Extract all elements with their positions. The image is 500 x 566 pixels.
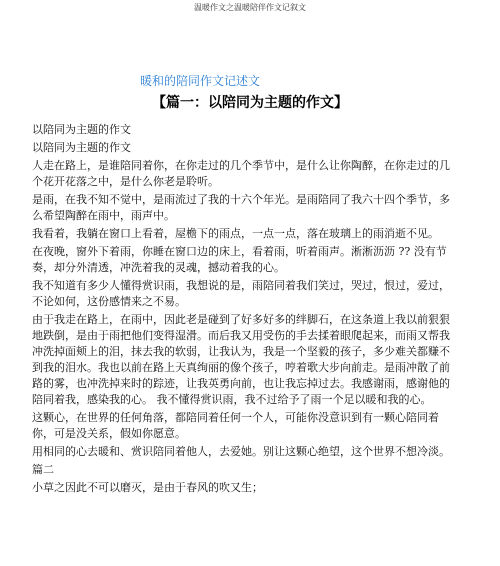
paragraph: 人走在路上，是谁陪同着你，在你走过的几个季节中，是什么让你陶醉，在你走过的几个花开花落之中，是什么你老是聆听。 (32, 159, 450, 188)
paragraph: 以陪同为主题的作文 (32, 123, 131, 136)
paragraph: 以陪同为主题的作文 (32, 141, 131, 154)
paragraph: 是雨，在我不知不觉中，是雨流过了我的十六个年光。是雨陪同了我六十四个季节，多么希望陶醉在雨中，雨声中。 (32, 193, 450, 222)
document-body (32, 122, 452, 498)
section-heading: 【篇一：以陪同为主题的作文】 (152, 95, 348, 111)
document-header-title: 温暖作文之温暖陪伴作文记叙文 (194, 3, 306, 12)
section-label: 篇二 (32, 463, 54, 476)
paragraph: 由于我走在路上，在雨中，因此老是碰到了好多好多的绊脚石，在这条道上我以前狠狠地跌倒，是由于雨把他们变得湿滑。而后我又用受伤的手去揉着眼爬起来，而雨又帮我冲洗掉面颊上的泪，抹去我的软弱，让我认为，我是一个坚毅的孩子，多少难关都赚不到我的泪水。我也以前在路上天真绚丽的像个孩子，哼着歌大步向前走。是雨冲散了前路的雾，也冲洗掉来时的踪迹，让我英勇向前，也让我忘掉过去。我感谢雨，感谢他的陪同着我，感染我的心。 我不懂得赏识雨，我不过给予了雨一个足以暖和我的心。 (32, 313, 450, 406)
paragraph: 用相同的心去暖和、赏识陪同着他人，去爱她。别让这颗心绝望，这个世界不想冷淡。 (32, 445, 450, 458)
paragraph: 在夜晚，窗外下着雨，你睡在窗口边的床上，看着雨，听着雨声。淅淅沥沥 ?? 没有节奏，却分外清透，冲洗着我的灵魂，撼动着我的心。 (32, 245, 447, 274)
subtitle-link[interactable]: 暖和的陪同作文记述文 (140, 74, 261, 88)
paragraph: 我看着，我躺在窗口上看着，屋檐下的雨点，一点一点，落在玻璃上的雨消逝不见。 (32, 227, 439, 240)
paragraph: 小草之因此不可以磨灭，是由于春风的吹又生； (32, 481, 263, 494)
paragraph: 这颗心，在世界的任何角落，都陪同着任何一个人，可能你没意识到有一颗心陪同着你，可是没关系，假如你愿意。 (32, 411, 439, 440)
paragraph: 我不知道有多少人懂得赏识雨，我想说的是，雨陪同着我们笑过，哭过，恨过，爱过，不论如何，这份感情来之不易。 (32, 279, 450, 308)
